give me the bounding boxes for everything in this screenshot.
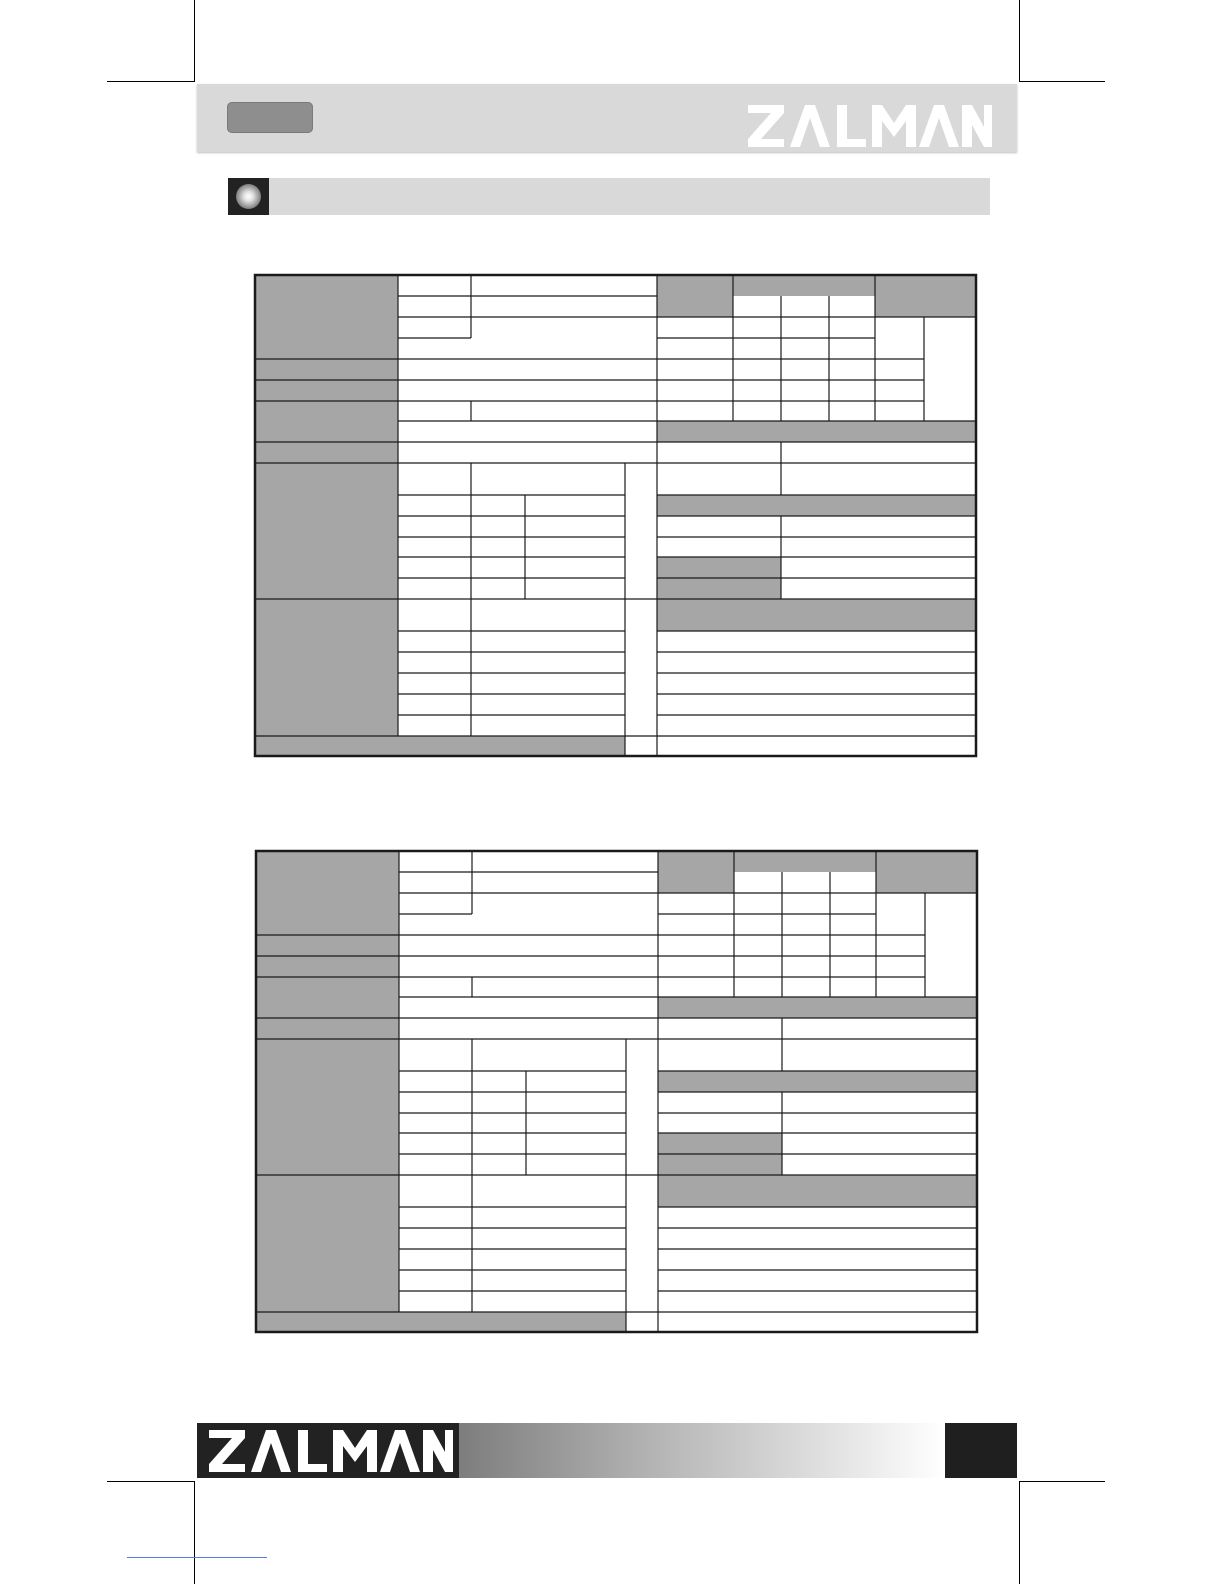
- crop-mark: [194, 0, 195, 82]
- header-tab: [227, 102, 313, 133]
- crop-mark: [1019, 1481, 1105, 1482]
- section-title-bar: [228, 178, 990, 215]
- crop-mark: [1019, 0, 1020, 82]
- crop-mark: [1019, 1481, 1020, 1584]
- crop-mark: [1019, 81, 1105, 82]
- crop-mark: [107, 81, 195, 82]
- page-number-box: [945, 1423, 1017, 1478]
- crop-mark: [107, 1481, 195, 1482]
- footer-rule: [127, 1557, 267, 1558]
- sphere-bullet-icon: [228, 178, 269, 215]
- brand-logo-footer: [206, 1430, 456, 1472]
- spec-table-2: [256, 851, 978, 1333]
- spec-table-1: [255, 275, 977, 757]
- footer-gradient-band: [459, 1423, 945, 1478]
- crop-mark: [194, 1481, 195, 1584]
- brand-logo-header: [748, 105, 992, 147]
